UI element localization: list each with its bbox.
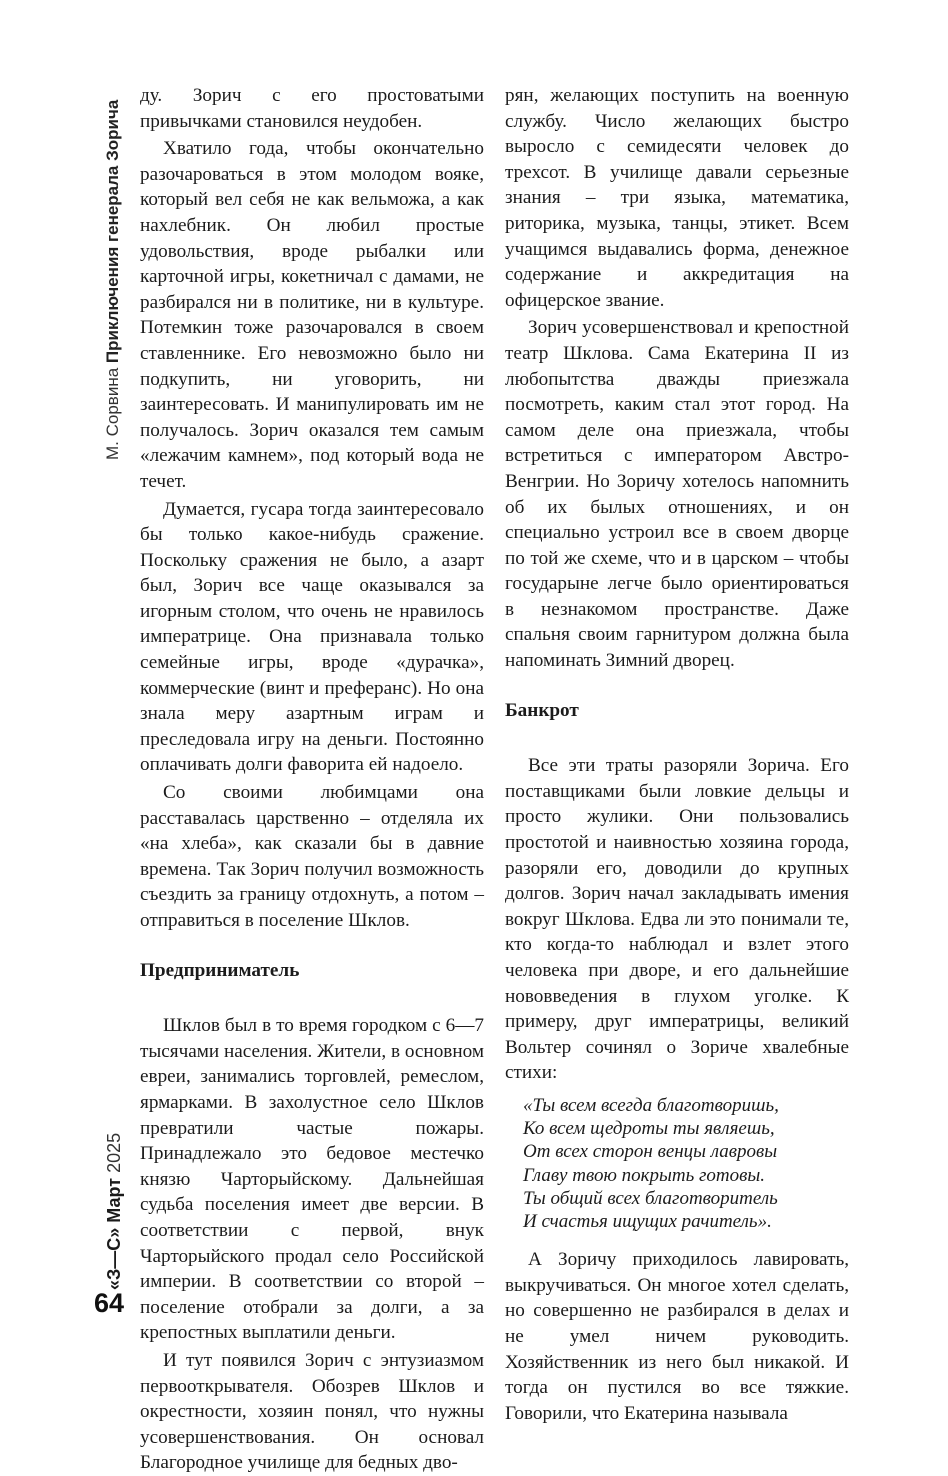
section-heading: Предприниматель [140,959,300,981]
poem-line: «Ты всем всегда благотворишь, [523,1094,779,1116]
paragraph: рян, желающих поступить на военную службу. Число желающих быстро выросло с семидесяти человек до трехсот. В училище давали серьезные знания – три языка, математика, риторика, музыка, танцы, этикет. Всем учащимся выдавались форма, денежное содержание и аккредитация на офицерское звание. [505,85,849,311]
paragraph: Зорич усовершенствовал и крепостной театр Шклова. Сама Екатерина II из любопытства дважды приезжала посмотреть, каким стал этот город. На самом деле она приезжала, чтобы встретиться с императором Австро-Венгрии. Но Зоричу хотелось напомнить об их былых отношениях, и он специально устроил все в своем дворце по той же схеме, что и в царском – чтобы государыне легче было ориентироваться в незнакомом пространстве. Даже спальня своим гарнитуром должна была напоминать Зимний дворец. [505,317,849,672]
running-head-title: Приключения генерала Зорича [103,99,122,364]
page-number: 64 [94,1288,125,1318]
left-column [140,83,484,1476]
paragraph: А Зоричу приходилось лавировать, выкручиваться. Он многое хотел сделать, но совершенно не разбирался в делах и не умел ничем руководить. Хозяйственник из него был никакой. И тогда он пустился во все тяжкие. Говорили, что Екатерина называла [505,1249,849,1424]
poem-line: Ко всем щедроты ты являешь, [523,1118,775,1140]
section-heading: Банкрот [505,699,579,721]
paragraph: И тут появился Зорич с энтузиазмом первооткрывателя. Обозрев Шклов и окрестности, хозяин понял, что нужны усовершенствования. Он основал Благородное училище для бедных дво- [140,1349,484,1474]
paragraph: Хватило года, чтобы окончательно разочароваться в этом молодом вояке, который вел себя не как вельможа, а как нахлебник. Он любил простые удовольствия, вроде рыбалки или карточной игры, кокетничал с дамами, не разбирался ни в политике, ни в культуре. Потемкин тоже разочаровался в своем ставленнике. Его невозможно было ни подкупить, ни уговорить, ни заинтересовать. И манипулировать им не получалось. Зорич оказался тем самым «лежачим камнем», под который вода не течет. [140,138,484,492]
magazine-name: «З—С» [104,1227,124,1290]
paragraph: ду. Зорич с его простоватыми привычками становился неудобен. [140,85,484,132]
paragraph: Шклов был в то время городком с 6—7 тысячами населения. Жители, в основном евреи, занимались торговлей, ремеслом, ярмарками. В захолустное село Шклов превратили частые пожары. Принадлежало это бедовое местечко князю Чарторыйскому. Дальнейшая судьба поселения имеет две версии. В соответствии с первой, внук Чарторыйского продал село Российской империи. В соответствии со второй – поселение отобрали за долги, а за крепостных выплатили деньги. [140,1015,484,1344]
paragraph: Со своими любимцами она расставалась царственно – отделяла их «на хлеба», как сказали бы в давние времена. Так Зорич получил возможность съездить за границу отдохнуть, а потом – отправиться в поселение Шклов. [140,782,484,931]
poem-line: Главу твою покрыть готовы. [523,1164,765,1186]
right-column [505,83,849,1426]
running-head-author: М. Сорвина [103,367,122,460]
paragraph: Все эти траты разоряли Зорича. Его поставщиками были ловкие дельцы и просто жулики. Они пользовались простотой и наивностью хозяина города, разоряли его, доводили до крупных долгов. Зорич начал закладывать имения вокруг Шклова. Едва ли это понимали те, кто когда-то наблюдал и взлет этого человека при дворе, и его дальнейшие нововведения в глухом уголке. К примеру, друг императрицы, великий Вольтер сочинял о Зориче хвалебные стихи: [505,755,849,1084]
poem-line: От всех сторон венцы лавровы [523,1141,778,1163]
poem-line: Ты общий всех благотворитель [523,1187,778,1209]
poem-line: И счастья ищущих рачитель». [523,1210,772,1232]
issue-year: 2025 [104,1132,124,1173]
paragraph: Думается, гусара тогда заинтересовало бы только какое-нибудь сражение. Поскольку сражения не было, а азарт был, Зорич все чаще оказывался за игорным столом, что очень не нравилось императрице. Она признавала только семейные игры, вроде «дурачка», коммерческие (винт и преферанс). Но она знала меру азартным играм и преследовала игру на деньги. Постоянно оплачивать долги фаворита ей надоело. [140,498,484,776]
poem-quote [523,1094,849,1233]
issue-month: Март [104,1177,124,1223]
